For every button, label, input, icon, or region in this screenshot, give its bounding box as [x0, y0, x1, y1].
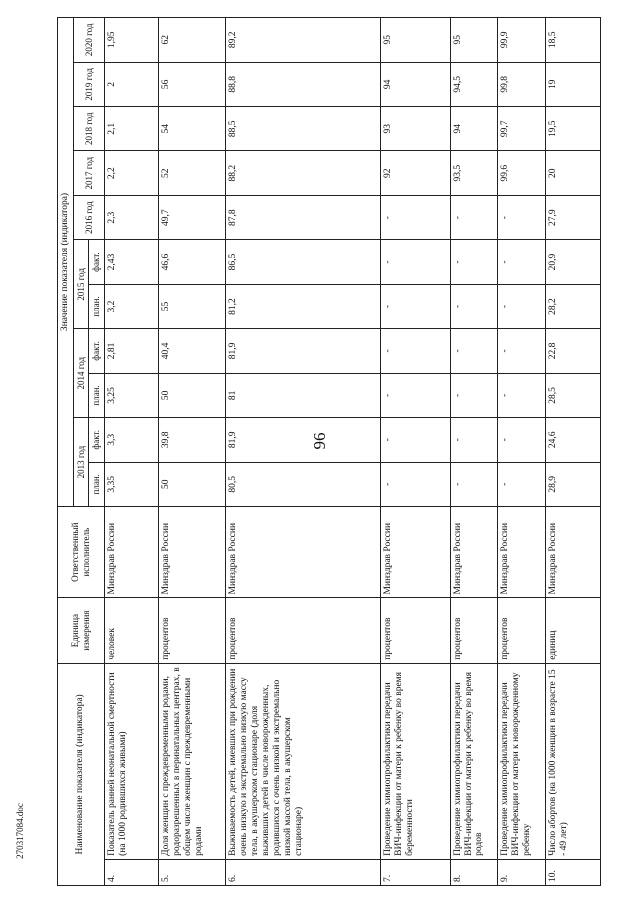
value-cell: -	[381, 418, 450, 462]
value-cell: -	[450, 418, 498, 462]
value-cell: 95	[450, 18, 498, 63]
indicator-name: Выживаемость детей, имевших при рождении очень низкую и экстремально низкую массу тела, в акушерском стационаре (доля выживших детей в числе новорожденных, родившихся с очень низкой и экстремально низкой массой тела, в акушерском стационаре)	[226, 663, 381, 859]
value-cell: 24,6	[546, 418, 601, 462]
row-number: 4.	[104, 859, 159, 885]
header-executor: Ответственный исполнитель	[58, 506, 105, 597]
header-fact-2015: факт.	[89, 240, 104, 284]
value-cell: 99,7	[498, 107, 546, 151]
value-cell: 56	[159, 62, 226, 106]
value-cell: 3,25	[104, 373, 159, 417]
unit-cell: процентов	[498, 598, 546, 663]
value-cell: 80,5	[226, 462, 381, 506]
header-indicator-name: Наименование показателя (индикатора)	[58, 663, 105, 885]
header-unit: Единица измерения	[58, 598, 105, 663]
value-cell: 93,5	[450, 151, 498, 195]
header-year-2016: 2016 год	[73, 195, 104, 239]
value-cell: 28,2	[546, 284, 601, 328]
value-cell: -	[381, 284, 450, 328]
value-cell: 3,3	[104, 418, 159, 462]
header-values-group: Значение показателя (индикатора)	[58, 18, 74, 507]
header-year-2018: 2018 год	[73, 107, 104, 151]
indicator-table-container	[57, 17, 601, 886]
value-cell: -	[450, 373, 498, 417]
value-cell: -	[498, 240, 546, 284]
executor-cell: Минздрав России	[450, 506, 498, 597]
value-cell: -	[450, 240, 498, 284]
header-plan-2013: план.	[89, 462, 104, 506]
value-cell: 46,6	[159, 240, 226, 284]
page-number: 96	[310, 432, 329, 450]
value-cell: 54	[159, 107, 226, 151]
header-year-2015: 2015 год	[73, 240, 88, 329]
value-cell: -	[381, 329, 450, 373]
value-cell: 87,8	[226, 195, 381, 239]
row-number: 5.	[159, 859, 226, 885]
value-cell: 20,9	[546, 240, 601, 284]
value-cell: 81,9	[226, 329, 381, 373]
executor-cell: Минздрав России	[381, 506, 450, 597]
value-cell: 2	[104, 62, 159, 106]
indicator-name: Число абортов (на 1000 женщин в возрасте 15 - 49 лет)	[546, 663, 601, 859]
value-cell: -	[381, 373, 450, 417]
value-cell: 88,2	[226, 151, 381, 195]
indicator-name: Проведение химиопрофилактики передачи ВИЧ-инфекции от матери к ребенку во время беременности	[381, 663, 450, 859]
table-row	[159, 18, 226, 886]
value-cell: 2,2	[104, 151, 159, 195]
unit-cell: процентов	[226, 598, 381, 663]
table-row	[104, 18, 159, 886]
header-plan-2015: план.	[89, 284, 104, 328]
value-cell: -	[498, 373, 546, 417]
value-cell: 93	[381, 107, 450, 151]
value-cell: -	[450, 195, 498, 239]
header-fact-2014: факт.	[89, 329, 104, 373]
executor-cell: Минздрав России	[226, 506, 381, 597]
value-cell: -	[450, 462, 498, 506]
value-cell: -	[381, 240, 450, 284]
value-cell: -	[450, 329, 498, 373]
value-cell: 52	[159, 151, 226, 195]
value-cell: 2,1	[104, 107, 159, 151]
header-year-2014: 2014 год	[73, 329, 88, 418]
row-number: 6.	[226, 859, 381, 885]
header-year-2013: 2013 год	[73, 418, 88, 507]
value-cell: -	[450, 284, 498, 328]
value-cell: 2,43	[104, 240, 159, 284]
indicator-table	[57, 17, 601, 886]
value-cell: 88,5	[226, 107, 381, 151]
value-cell: 2,3	[104, 195, 159, 239]
value-cell: 99,9	[498, 18, 546, 63]
executor-cell: Минздрав России	[546, 506, 601, 597]
table-row	[381, 18, 450, 886]
value-cell: 19,5	[546, 107, 601, 151]
executor-cell: Минздрав России	[498, 506, 546, 597]
value-cell: 19	[546, 62, 601, 106]
value-cell: 2,81	[104, 329, 159, 373]
value-cell: 55	[159, 284, 226, 328]
executor-cell: Минздрав России	[104, 506, 159, 597]
unit-cell: процентов	[381, 598, 450, 663]
value-cell: 99,6	[498, 151, 546, 195]
document-code: 270317084.doc	[15, 803, 25, 859]
value-cell: 86,5	[226, 240, 381, 284]
value-cell: 99,8	[498, 62, 546, 106]
header-plan-2014: план.	[89, 373, 104, 417]
indicator-name: Показатель ранней неонатальной смертности (на 1000 родившихся живыми)	[104, 663, 159, 859]
value-cell: 40,4	[159, 329, 226, 373]
value-cell: 89,2	[226, 18, 381, 63]
value-cell: -	[498, 195, 546, 239]
value-cell: 88,8	[226, 62, 381, 106]
value-cell: 3,35	[104, 462, 159, 506]
value-cell: 22,8	[546, 329, 601, 373]
unit-cell: процентов	[450, 598, 498, 663]
indicator-name: Проведение химиопрофилактики передачи ВИЧ-инфекции от матери к новорожденному ребенку	[498, 663, 546, 859]
header-year-2019: 2019 год	[73, 62, 104, 106]
value-cell: -	[381, 462, 450, 506]
unit-cell: процентов	[159, 598, 226, 663]
value-cell: -	[498, 329, 546, 373]
indicator-name: Проведение химиопрофилактики передачи ВИЧ-инфекции от матери к ребенку во время родов	[450, 663, 498, 859]
value-cell: 62	[159, 18, 226, 63]
value-cell: -	[498, 418, 546, 462]
row-number: 9.	[498, 859, 546, 885]
table-body	[104, 18, 600, 886]
value-cell: 81,9	[226, 418, 381, 462]
value-cell: -	[381, 195, 450, 239]
value-cell: 20	[546, 151, 601, 195]
value-cell: -	[498, 462, 546, 506]
value-cell: -	[498, 284, 546, 328]
value-cell: 39,8	[159, 418, 226, 462]
value-cell: 49,7	[159, 195, 226, 239]
value-cell: 81,2	[226, 284, 381, 328]
executor-cell: Минздрав России	[159, 506, 226, 597]
value-cell: 50	[159, 373, 226, 417]
table-row	[226, 18, 381, 886]
value-cell: 28,5	[546, 373, 601, 417]
indicator-name: Доля женщин с преждевременными родами, родоразрешенных в перинатальных центрах, в общем числе женщин с преждевременными родами	[159, 663, 226, 859]
value-cell: 94	[381, 62, 450, 106]
value-cell: 95	[381, 18, 450, 63]
header-year-2017: 2017 год	[73, 151, 104, 195]
header-fact-2013: факт.	[89, 418, 104, 462]
value-cell: 94	[450, 107, 498, 151]
value-cell: 92	[381, 151, 450, 195]
value-cell: 3,2	[104, 284, 159, 328]
table-row	[498, 18, 546, 886]
header-year-2020: 2020 год	[73, 18, 104, 63]
table-row	[450, 18, 498, 886]
value-cell: 94,5	[450, 62, 498, 106]
value-cell: 1,95	[104, 18, 159, 63]
value-cell: 81	[226, 373, 381, 417]
value-cell: 18,5	[546, 18, 601, 63]
table-row	[546, 18, 601, 886]
value-cell: 50	[159, 462, 226, 506]
unit-cell: единиц	[546, 598, 601, 663]
value-cell: 28,9	[546, 462, 601, 506]
row-number: 10.	[546, 859, 601, 885]
value-cell: 27,9	[546, 195, 601, 239]
unit-cell: человек	[104, 598, 159, 663]
row-number: 8.	[450, 859, 498, 885]
row-number: 7.	[381, 859, 450, 885]
